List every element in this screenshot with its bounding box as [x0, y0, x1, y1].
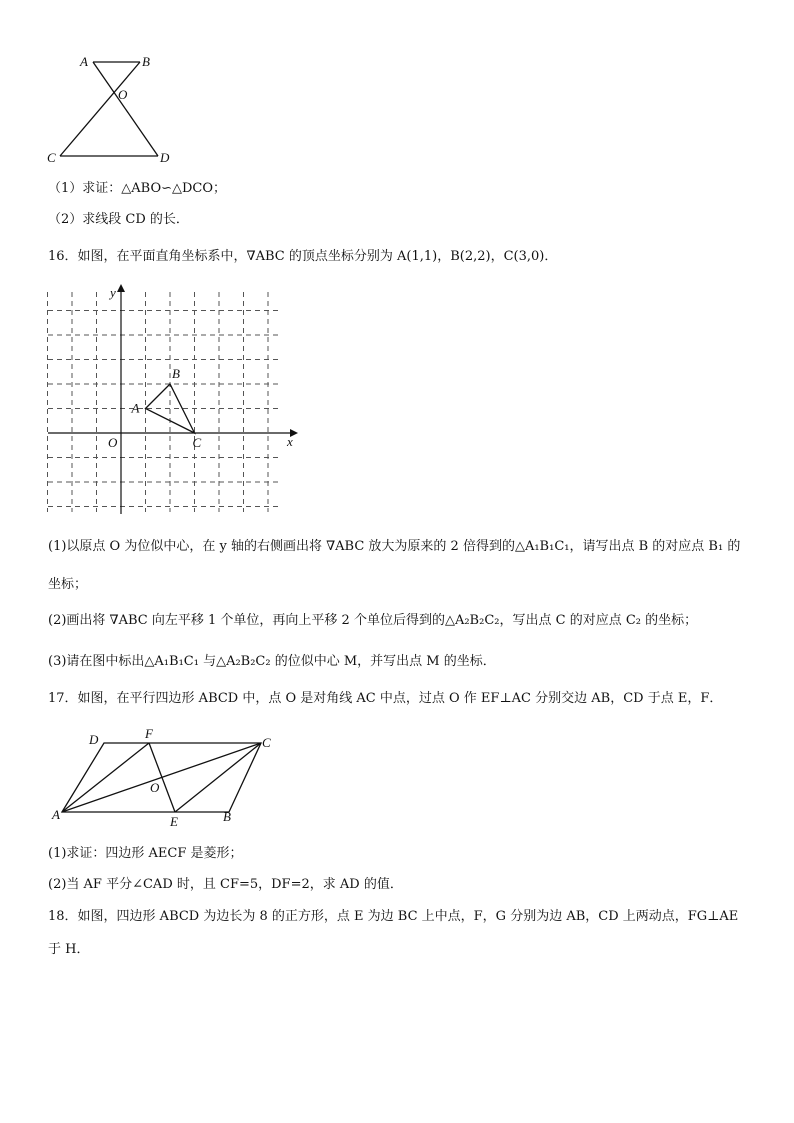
label-a: A: [80, 54, 88, 69]
hourglass-figure: [40, 50, 180, 170]
label-d: D: [160, 150, 170, 165]
origin-label: O: [108, 435, 118, 450]
x-axis-label: x: [287, 434, 293, 449]
q15-part2: （2）求线段 CD 的长．: [48, 212, 189, 227]
q16-part1-line2: 坐标；: [48, 577, 88, 592]
q18-line2: 于 H．: [48, 942, 90, 957]
label-c: C: [47, 150, 56, 165]
q16-part2: (2)画出将 ∇ABC 向左平移 1 个单位，再向上平移 2 个单位后得到的△A₂B₂C₂，写出点 C 的对应点 C₂ 的坐标；: [48, 613, 698, 628]
grid-lines: [48, 292, 283, 512]
vertex-label-a: A: [131, 400, 140, 416]
label-o: O: [118, 87, 128, 102]
label-a: A: [52, 807, 60, 822]
q17-part1: (1)求证：四边形 AECF 是菱形；: [48, 846, 243, 861]
q17-part2: (2)当 AF 平分∠CAD 时，且 CF=5，DF=2，求 AD 的值．: [48, 877, 403, 892]
parallelogram-figure: [44, 724, 284, 832]
q15-part1: （1）求证：△ABO∽△DCO；: [48, 181, 227, 196]
label-e: E: [170, 814, 178, 829]
q17-stem: 17．如图，在平行四边形 ABCD 中，点 O 是对角线 AC 中点，过点 O 作 EF⊥AC 分别交边 AB，CD 于点 E，F．: [48, 691, 723, 706]
label-d: D: [89, 732, 99, 747]
q16-part1-line1: (1)以原点 O 为位似中心，在 y 轴的右侧画出将 ∇ABC 放大为原来的 2 倍得到的△A₁B₁C₁，请写出点 B 的对应点 B₁ 的: [48, 539, 741, 554]
y-axis-arrow: [117, 284, 125, 292]
label-b: B: [223, 809, 231, 824]
q16-part3: (3)请在图中标出△A₁B₁C₁ 与△A₂B₂C₂ 的位似中心 M，并写出点 M 的坐标．: [48, 654, 496, 669]
q18-line1: 18．如图，四边形 ABCD 为边长为 8 的正方形，点 E 为边 BC 上中点，F，G 分别为边 AB，CD 上两动点，FG⊥AE: [48, 909, 739, 924]
y-axis-label: y: [110, 285, 116, 300]
vertex-label-c: C: [192, 435, 202, 450]
coordinate-grid-figure: [40, 282, 310, 518]
label-b: B: [142, 54, 150, 69]
vertex-label-b: B: [172, 366, 180, 381]
q16-stem: 16．如图，在平面直角坐标系中，∇ABC 的顶点坐标分别为 A(1,1)，B(2,2)，C(3,0)．: [48, 249, 558, 264]
label-o: O: [150, 780, 160, 795]
label-f: F: [145, 726, 153, 741]
label-c: C: [262, 735, 271, 750]
